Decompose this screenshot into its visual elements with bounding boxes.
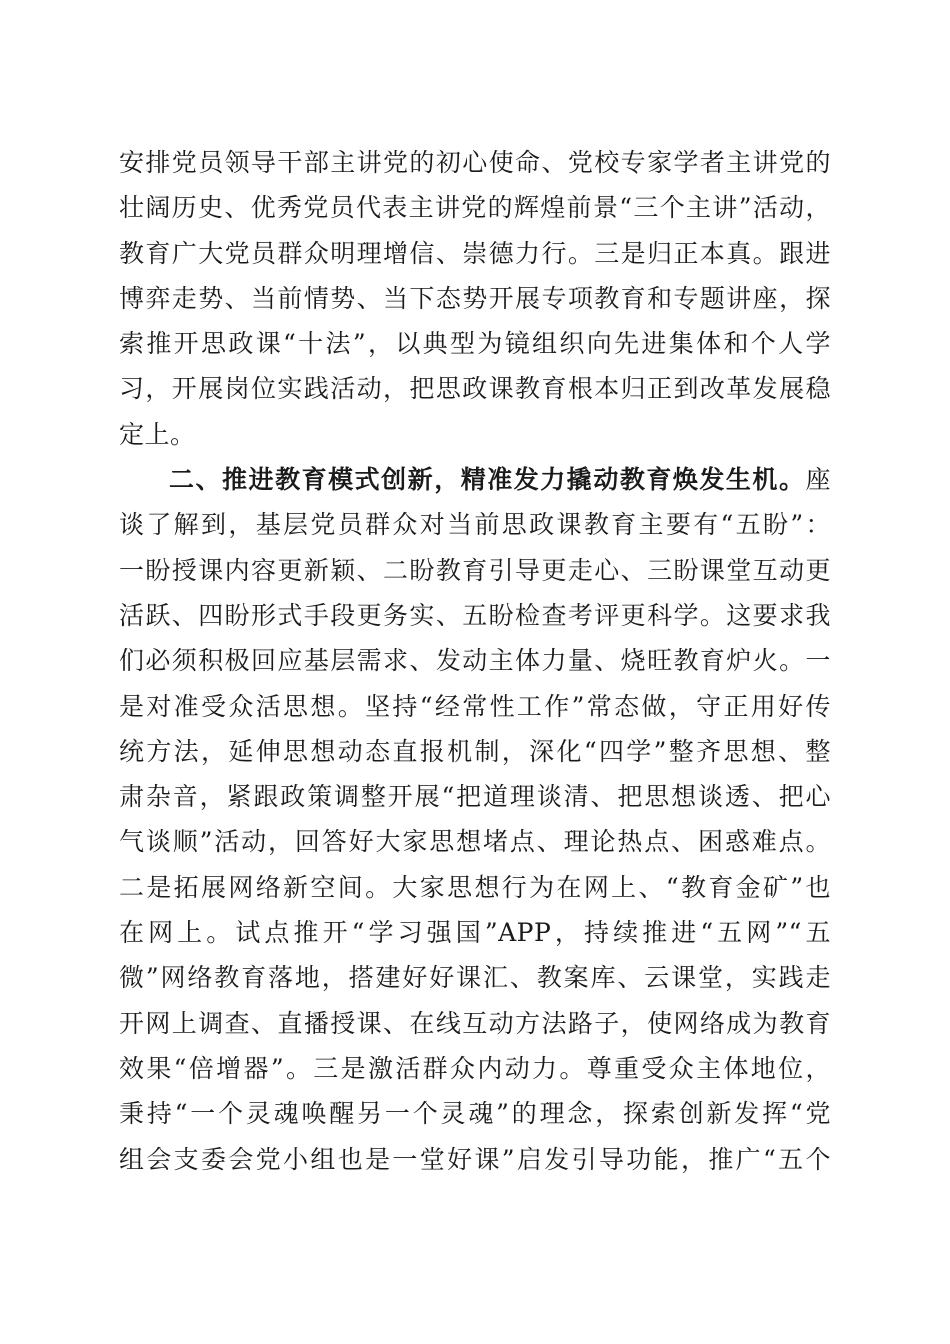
text-line: 习，开展岗位实践活动，把思政课教育根本归正到改革发展稳 <box>119 374 831 404</box>
text-line: 安排党员领导干部主讲党的初心使命、党校专家学者主讲党的 <box>119 148 831 177</box>
text-line: 肃杂音，紧跟政策调整开展“把道理谈清、把思想谈透、把心 <box>119 782 831 812</box>
text-line: 是对准受众活思想。坚持“经常性工作”常态做，守正用好传 <box>119 691 831 721</box>
text-line: 一盼授课内容更新颖、二盼教育引导更走心、三盼课堂互动更 <box>119 555 831 585</box>
text-line: 壮阔历史、优秀党员代表主讲党的辉煌前景“三个主讲”活动， <box>119 193 831 223</box>
text-line: 活跃、四盼形式手段更务实、五盼检查考评更科学。这要求我 <box>119 600 831 630</box>
paragraph-1 <box>119 140 831 457</box>
text-line: 在网上。试点推开“学习强国”APP，持续推进“五网”“五 <box>119 918 831 948</box>
text-line: 统方法，延伸思想动态直报机制，深化“四学”整齐思想、整 <box>119 736 831 766</box>
first-line-rest: 座 <box>805 465 831 495</box>
text-line: 秉持“一个灵魂唤醒另一个灵魂”的理念，探索创新发挥“党 <box>119 1099 831 1129</box>
text-line: 组会支委会党小组也是一堂好课”启发引导功能，推广“五个 <box>119 1144 831 1174</box>
section-heading: 二、推进教育模式创新，精准发力撬动教育焕发生机。 <box>169 465 806 495</box>
text-line: 气谈顺”活动，回答好大家思想堵点、理论热点、困惑难点。 <box>119 827 831 857</box>
text-line: 谈了解到，基层党员群众对当前思政课教育主要有“五盼”： <box>119 510 831 540</box>
text-line: 们必须积极回应基层需求、发动主体力量、烧旺教育炉火。一 <box>119 646 831 676</box>
document-body <box>119 140 831 1182</box>
text-line: 教育广大党员群众明理增信、崇德力行。三是归正本真。跟进 <box>119 238 831 268</box>
text-line: 博弈走势、当前情势、当下态势开展专项教育和专题讲座，探 <box>119 283 831 313</box>
text-line: 二是拓展网络新空间。大家思想行为在网上、“教育金矿”也 <box>119 872 831 902</box>
text-line: 开网上调查、直播授课、在线互动方法路子，使网络成为教育 <box>119 1008 831 1038</box>
text-line: 定上。 <box>119 419 196 449</box>
text-line: 效果“倍增器”。三是激活群众内动力。尊重受众主体地位， <box>119 1053 831 1083</box>
paragraph-2 <box>119 457 831 1182</box>
text-line: 索推开思政课“十法”，以典型为镜组织向先进集体和个人学 <box>119 329 831 359</box>
text-line: 微”网络教育落地，搭建好好课汇、教案库、云课堂，实践走 <box>119 963 831 993</box>
paragraph-2-first-line <box>119 457 831 502</box>
